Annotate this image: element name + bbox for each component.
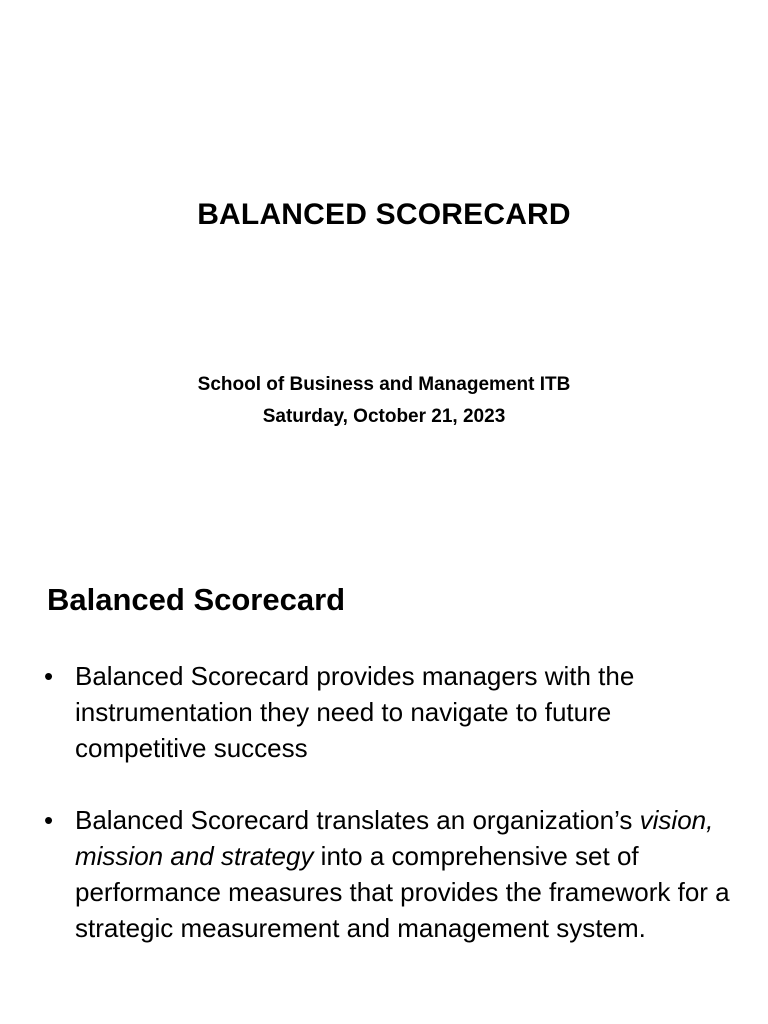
bullet-list [44,658,734,982]
presentation-title: BALANCED SCORECARD [197,198,571,231]
institution-name: School of Business and Management ITB [197,374,571,395]
bullet-italic-phrase: vision, mission and strategy [75,805,714,871]
bullet-item [44,802,734,946]
slide-heading: Balanced Scorecard [47,582,346,617]
bullet-item [44,658,734,766]
bullet-text: Balanced Scorecard provides managers with the instrumentation they need to navigate to future competitive success [75,661,635,763]
subtitle-block [0,369,768,433]
bullet-text-intro: Balanced Scorecard translates an organization’s [75,805,640,835]
bullet-text-rest: into a comprehensive set of performance measures that provides the framework for a strategic measurement and management system. [75,841,730,943]
content-slide [0,540,768,1024]
presentation-date: Saturday, October 21, 2023 [262,406,506,427]
